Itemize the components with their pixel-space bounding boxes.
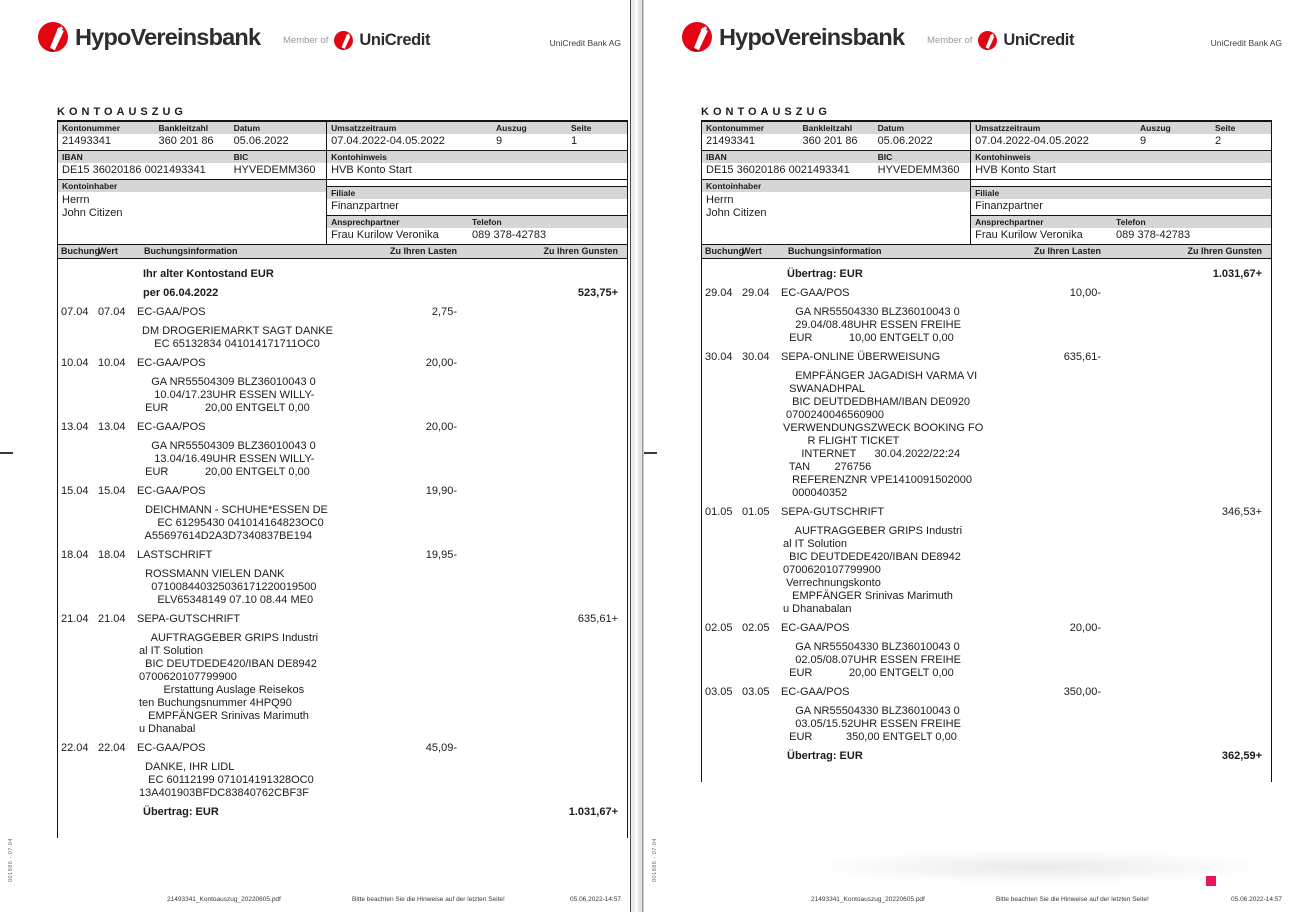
- txn-lasten-amount: 19,95-: [425, 549, 457, 561]
- label-bankleitzahl: Bankleitzahl: [158, 123, 209, 133]
- holder-salutation: Herrn: [62, 194, 90, 206]
- value-datum: 05.06.2022: [877, 135, 933, 147]
- value-kontohinweis: HVB Konto Start: [975, 164, 1056, 176]
- txn-detail-line: SWANADHPAL: [783, 383, 865, 395]
- footer-datetime: 05.06.2022-14:57: [570, 896, 621, 903]
- value-auszug: 9: [496, 135, 503, 147]
- footer-notice: Bitte beachten Sie die Hinweise auf der letzten Seite!: [352, 896, 505, 903]
- hypovereinsbank-logo: [38, 22, 260, 52]
- balance-buchung: [58, 806, 95, 819]
- txn-detail-line: 071008440325036171220019500: [139, 581, 317, 593]
- label-auszug: Auszug: [496, 123, 527, 133]
- transaction: [702, 686, 1271, 744]
- txn-wert-date: 29.04: [742, 287, 770, 299]
- value-iban: DE15 36020186 0021493341: [62, 164, 206, 176]
- txn-detail-line: al IT Solution: [139, 645, 204, 657]
- transaction-details: [702, 641, 1271, 680]
- txn-detail-line: INTERNET 30.04.2022/22:24: [783, 448, 961, 460]
- account-meta-table: [701, 120, 1272, 245]
- print-control-code: 001886 - 07.04: [8, 837, 14, 882]
- txn-lasten-amount: 2,75-: [431, 306, 457, 318]
- txn-lasten-amount: 19,90-: [425, 485, 457, 497]
- bank-name: HypoVereinsbank: [75, 23, 261, 50]
- account-holder: [58, 192, 326, 244]
- transaction: [58, 742, 627, 800]
- txn-type: LASTSCHRIFT: [137, 549, 213, 561]
- txn-buchung-date: 02.05: [705, 622, 733, 634]
- balance-row: [58, 287, 627, 300]
- txn-detail-line: EMPFÄNGER Srinivas Marimuth: [139, 710, 309, 722]
- transaction-head: [702, 506, 1271, 519]
- label-datum: Datum: [877, 123, 905, 133]
- transaction-head: [702, 622, 1271, 635]
- value-umsatzzeitraum: 07.04.2022-04.05.2022: [331, 135, 445, 147]
- txn-gunsten-amount: 635,61+: [577, 613, 618, 625]
- label-filiale: Filiale: [331, 188, 356, 198]
- label-telefon: Telefon: [472, 217, 502, 227]
- holder-name: John Citizen: [706, 207, 767, 219]
- txn-buchung-date: 07.04: [61, 306, 89, 318]
- value-seite: 1: [571, 135, 578, 147]
- label-kontoinhaber: Kontoinhaber: [706, 181, 762, 191]
- label-ansprechpartner: Ansprechpartner: [975, 217, 1044, 227]
- value-telefon: 089 378-42783: [472, 229, 547, 241]
- txn-detail-line: AUFTRAGGEBER GRIPS Industri: [783, 525, 963, 537]
- label-iban: IBAN: [706, 152, 727, 162]
- transaction-head: [702, 686, 1271, 699]
- value-datum: 05.06.2022: [233, 135, 289, 147]
- txn-type: EC-GAA/POS: [781, 287, 850, 299]
- txn-detail-line: BIC DEUTDEDBHAM/IBAN DE0920: [783, 396, 971, 408]
- statement-content: [57, 106, 628, 838]
- txn-buchung-date: 18.04: [61, 549, 89, 561]
- label-bic: BIC: [877, 152, 893, 162]
- page-gap: [630, 0, 644, 912]
- balance-label: per 06.04.2022: [143, 287, 219, 299]
- page-footer: [644, 896, 1291, 906]
- transaction-rows: [701, 259, 1272, 782]
- txn-gunsten-amount: [1101, 622, 1273, 635]
- txn-lasten-amount: 635,61-: [1063, 351, 1101, 363]
- value-filiale: Finanzpartner: [331, 200, 399, 212]
- transaction-head: [58, 357, 627, 370]
- txn-detail-line: 13.04/16.49UHR ESSEN WILLY-: [139, 453, 315, 465]
- transaction: [58, 485, 627, 543]
- txn-gunsten-amount: 346,53+: [1221, 506, 1262, 518]
- value-bankleitzahl: 360 201 86: [158, 135, 214, 147]
- txn-gunsten-amount: [457, 549, 629, 562]
- txn-type: EC-GAA/POS: [781, 622, 850, 634]
- txn-wert-date: 15.04: [98, 485, 126, 497]
- hvb-ball-icon: [682, 22, 712, 52]
- txn-lasten-amount: [369, 613, 457, 626]
- balance-lasten-amount: [369, 806, 457, 819]
- value-filiale: Finanzpartner: [975, 200, 1043, 212]
- txn-detail-line: GA NR55504330 BLZ36010043 0: [783, 705, 960, 717]
- holder-salutation: Herrn: [706, 194, 734, 206]
- value-ansprechpartner: Frau Kurilow Veronika: [975, 229, 1083, 241]
- txn-gunsten-amount: [1101, 287, 1273, 300]
- txn-detail-line: Erstattung Auslage Reisekos: [139, 684, 305, 696]
- hypovereinsbank-logo: [682, 22, 904, 52]
- transaction-details: [702, 705, 1271, 744]
- txn-detail-line: 29.04/08.48UHR ESSEN FREIHE: [783, 319, 961, 331]
- footer-filename: 21493341_Kontoauszug_20220605.pdf: [811, 896, 925, 903]
- txn-detail-line: u Dhanabalan: [783, 603, 852, 615]
- footer-filename: 21493341_Kontoauszug_20220605.pdf: [167, 896, 281, 903]
- balance-buchung: [58, 268, 95, 281]
- transaction-rows: [57, 259, 628, 838]
- balance-label: Übertrag: EUR: [787, 268, 863, 280]
- value-auszug: 9: [1140, 135, 1147, 147]
- balance-label: Übertrag: EUR: [787, 750, 863, 762]
- txn-wert-date: 30.04: [742, 351, 770, 363]
- bank-ag-label: UniCredit Bank AG: [1210, 38, 1282, 48]
- fold-mark: [0, 452, 13, 454]
- balance-lasten-amount: [1013, 268, 1101, 281]
- holder-name: John Citizen: [62, 207, 123, 219]
- transaction-details: [58, 376, 627, 415]
- meta-left-column: [702, 122, 970, 244]
- value-kontonummer: 21493341: [62, 135, 111, 147]
- col-zu-ihren-gunsten: Zu Ihren Gunsten: [1187, 246, 1262, 256]
- label-bic: BIC: [233, 152, 249, 162]
- account-holder: [702, 192, 970, 244]
- col-buchungsinformation: Buchungsinformation: [144, 246, 238, 256]
- label-seite: Seite: [571, 123, 592, 133]
- txn-detail-line: EMPFÄNGER JAGADISH VARMA VI: [783, 370, 978, 382]
- txn-lasten-amount: 20,00-: [425, 421, 457, 433]
- txn-lasten-amount: [1013, 506, 1101, 519]
- col-buchung: Buchung: [705, 246, 744, 256]
- txn-wert-date: 21.04: [98, 613, 126, 625]
- col-wert: Wert: [742, 246, 762, 256]
- balance-wert: [95, 268, 137, 281]
- txn-detail-line: Verrechnungskonto: [783, 577, 881, 589]
- footer-datetime: 05.06.2022-14:57: [1231, 896, 1282, 903]
- value-kontohinweis: HVB Konto Start: [331, 164, 412, 176]
- label-iban: IBAN: [62, 152, 83, 162]
- value-iban: DE15 36020186 0021493341: [706, 164, 850, 176]
- balance-wert: [95, 806, 137, 819]
- label-kontonummer: Kontonummer: [62, 123, 121, 133]
- label-seite: Seite: [1215, 123, 1236, 133]
- txn-detail-line: ELV65348149 07.10 08.44 ME0: [139, 594, 314, 606]
- balance-buchung: [702, 268, 739, 281]
- transaction: [702, 351, 1271, 500]
- txn-detail-line: GA NR55504309 BLZ36010043 0: [139, 440, 316, 452]
- balance-wert: [739, 268, 781, 281]
- txn-gunsten-amount: [457, 485, 629, 498]
- txn-detail-line: 0700620107799900: [139, 671, 237, 683]
- value-bankleitzahl: 360 201 86: [802, 135, 858, 147]
- txn-detail-line: 10.04/17.23UHR ESSEN WILLY-: [139, 389, 315, 401]
- balance-lasten-amount: [369, 268, 457, 281]
- transaction-head: [58, 613, 627, 626]
- txn-lasten-amount: 10,00-: [1069, 287, 1101, 299]
- balance-row: [58, 806, 627, 819]
- highlight-marker: [1206, 876, 1216, 886]
- meta-right-column: [326, 122, 627, 244]
- col-buchung: Buchung: [61, 246, 100, 256]
- fold-mark: [644, 452, 657, 454]
- balance-wert: [739, 750, 781, 763]
- balance-buchung: [702, 750, 739, 763]
- txn-lasten-amount: 350,00-: [1063, 686, 1101, 698]
- statement-content: [701, 106, 1272, 782]
- balance-gunsten-amount: 523,75+: [577, 287, 618, 299]
- txn-type: EC-GAA/POS: [781, 686, 850, 698]
- balance-buchung: [58, 287, 95, 300]
- transaction: [58, 549, 627, 607]
- txn-gunsten-amount: [457, 742, 629, 755]
- transaction: [702, 506, 1271, 616]
- label-kontohinweis: Kontohinweis: [975, 152, 1031, 162]
- balance-label: Ihr alter Kontostand EUR: [143, 268, 274, 280]
- txn-lasten-amount: 20,00-: [425, 357, 457, 369]
- col-buchungsinformation: Buchungsinformation: [788, 246, 882, 256]
- balance-gunsten-amount: [457, 268, 629, 281]
- txn-detail-line: REFERENZNR VPE1410091502000: [783, 474, 972, 486]
- transaction: [702, 622, 1271, 680]
- transaction-details: [58, 568, 627, 607]
- unicredit-label: UniCredit: [359, 31, 431, 49]
- txn-buchung-date: 21.04: [61, 613, 89, 625]
- transaction-details: [58, 325, 627, 351]
- unicredit-ball-icon: [978, 31, 997, 50]
- txn-lasten-amount: 20,00-: [1069, 622, 1101, 634]
- label-telefon: Telefon: [1116, 217, 1146, 227]
- txn-type: SEPA-ONLINE ÜBERWEISUNG: [781, 351, 941, 363]
- balance-row: [702, 268, 1271, 281]
- label-filiale: Filiale: [975, 188, 1000, 198]
- txn-detail-line: BIC DEUTDEDE420/IBAN DE8942: [139, 658, 317, 670]
- txn-type: SEPA-GUTSCHRIFT: [781, 506, 885, 518]
- txn-detail-line: R FLIGHT TICKET: [783, 435, 900, 447]
- balance-label: Übertrag: EUR: [143, 806, 219, 818]
- txn-gunsten-amount: [1101, 686, 1273, 699]
- balance-gunsten-amount: 362,59+: [1221, 750, 1262, 762]
- transaction-details: [58, 761, 627, 800]
- hvb-ball-icon: [38, 22, 68, 52]
- transaction-details: [58, 632, 627, 736]
- meta-right-column: [970, 122, 1271, 244]
- txn-detail-line: TAN 276756: [783, 461, 872, 473]
- statement-page: [644, 0, 1291, 912]
- scan-smudge: [804, 850, 1274, 884]
- txn-detail-line: al IT Solution: [783, 538, 848, 550]
- txn-detail-line: GA NR55504309 BLZ36010043 0: [139, 376, 316, 388]
- transaction-head: [702, 351, 1271, 364]
- txn-buchung-date: 29.04: [705, 287, 733, 299]
- txn-detail-line: EMPFÄNGER Srinivas Marimuth: [783, 590, 953, 602]
- account-meta-table: [57, 120, 628, 245]
- balance-gunsten-amount: 1.031,67+: [568, 806, 618, 818]
- value-seite: 2: [1215, 135, 1222, 147]
- txn-detail-line: ROSSMANN VIELEN DANK: [139, 568, 285, 580]
- txn-detail-line: 02.05/08.07UHR ESSEN FREIHE: [783, 654, 961, 666]
- txn-detail-line: EUR 20,00 ENTGELT 0,00: [139, 466, 310, 478]
- value-bic: HYVEDEMM360: [877, 164, 960, 176]
- txn-buchung-date: 22.04: [61, 742, 89, 754]
- txn-detail-line: A55697614D2A3D7340837BE194: [139, 530, 313, 542]
- txn-detail-line: DEICHMANN - SCHUHE*ESSEN DE: [139, 504, 328, 516]
- unicredit-ball-icon: [334, 31, 353, 50]
- txn-buchung-date: 01.05: [705, 506, 733, 518]
- txn-wert-date: 10.04: [98, 357, 126, 369]
- transaction-head: [702, 287, 1271, 300]
- col-wert: Wert: [98, 246, 118, 256]
- transaction-details: [702, 525, 1271, 616]
- document-title: KONTOAUSZUG: [701, 106, 831, 118]
- label-umsatzzeitraum: Umsatzzeitraum: [975, 123, 1041, 133]
- txn-gunsten-amount: [457, 357, 629, 370]
- value-telefon: 089 378-42783: [1116, 229, 1191, 241]
- txn-wert-date: 22.04: [98, 742, 126, 754]
- value-kontonummer: 21493341: [706, 135, 755, 147]
- statement-page: [0, 0, 630, 912]
- txn-detail-line: EC 65132834 041014171711OC0: [139, 338, 320, 350]
- txn-lasten-amount: 45,09-: [425, 742, 457, 754]
- txn-detail-line: BIC DEUTDEDE420/IBAN DE8942: [783, 551, 961, 563]
- txn-detail-line: GA NR55504330 BLZ36010043 0: [783, 306, 960, 318]
- label-umsatzzeitraum: Umsatzzeitraum: [331, 123, 397, 133]
- transaction-details: [58, 504, 627, 543]
- txn-type: SEPA-GUTSCHRIFT: [137, 613, 241, 625]
- document-title: KONTOAUSZUG: [57, 106, 187, 118]
- col-zu-ihren-gunsten: Zu Ihren Gunsten: [543, 246, 618, 256]
- member-of-unicredit: [283, 31, 430, 50]
- transaction-head: [58, 549, 627, 562]
- txn-type: EC-GAA/POS: [137, 742, 206, 754]
- txn-buchung-date: 13.04: [61, 421, 89, 433]
- txn-detail-line: EC 60112199 071014191328OC0: [139, 774, 314, 786]
- txn-type: EC-GAA/POS: [137, 421, 206, 433]
- transaction-head: [58, 485, 627, 498]
- label-bankleitzahl: Bankleitzahl: [802, 123, 853, 133]
- value-ansprechpartner: Frau Kurilow Veronika: [331, 229, 439, 241]
- transaction-details: [58, 440, 627, 479]
- label-kontoinhaber: Kontoinhaber: [62, 181, 118, 191]
- member-of-unicredit: [927, 31, 1074, 50]
- balance-row: [58, 268, 627, 281]
- col-zu-ihren-lasten: Zu Ihren Lasten: [1033, 246, 1101, 256]
- value-umsatzzeitraum: 07.04.2022-04.05.2022: [975, 135, 1089, 147]
- unicredit-label: UniCredit: [1003, 31, 1075, 49]
- label-kontonummer: Kontonummer: [706, 123, 765, 133]
- txn-wert-date: 01.05: [742, 506, 770, 518]
- balance-lasten-amount: [369, 287, 457, 300]
- balance-row: [702, 750, 1271, 763]
- txn-detail-line: 0700240046560900: [783, 409, 884, 421]
- txn-detail-line: VERWENDUNGSZWECK BOOKING FO: [783, 422, 984, 434]
- txn-detail-line: EUR 350,00 ENTGELT 0,00: [783, 731, 957, 743]
- page-footer: [0, 896, 630, 906]
- txn-detail-line: DANKE, IHR LIDL: [139, 761, 235, 773]
- txn-detail-line: EC 61295430 041014164823OC0: [139, 517, 324, 529]
- txn-type: EC-GAA/POS: [137, 306, 206, 318]
- txn-buchung-date: 03.05: [705, 686, 733, 698]
- txn-detail-line: 03.05/15.52UHR ESSEN FREIHE: [783, 718, 961, 730]
- transaction-head: [58, 306, 627, 319]
- label-datum: Datum: [233, 123, 261, 133]
- meta-left-column: [58, 122, 326, 244]
- txn-wert-date: 18.04: [98, 549, 126, 561]
- footer-notice: Bitte beachten Sie die Hinweise auf der letzten Seite!: [996, 896, 1149, 903]
- transaction-head: [58, 742, 627, 755]
- txn-detail-line: 0700620107799900: [783, 564, 881, 576]
- txn-detail-line: EUR 10,00 ENTGELT 0,00: [783, 332, 954, 344]
- txn-detail-line: u Dhanabal: [139, 723, 196, 735]
- bank-name: HypoVereinsbank: [719, 23, 905, 50]
- value-bic: HYVEDEMM360: [233, 164, 316, 176]
- member-of-label: Member of: [283, 35, 329, 46]
- print-control-code: 001886 - 07.04: [652, 837, 658, 882]
- transaction: [58, 357, 627, 415]
- col-zu-ihren-lasten: Zu Ihren Lasten: [389, 246, 457, 256]
- transaction-details: [702, 306, 1271, 345]
- transactions-header: [701, 245, 1272, 259]
- txn-gunsten-amount: [1101, 351, 1273, 364]
- balance-gunsten-amount: 1.031,67+: [1212, 268, 1262, 280]
- label-auszug: Auszug: [1140, 123, 1171, 133]
- label-ansprechpartner: Ansprechpartner: [331, 217, 400, 227]
- txn-gunsten-amount: [457, 306, 629, 319]
- txn-detail-line: DM DROGERIEMARKT SAGT DANKE: [139, 325, 333, 337]
- txn-wert-date: 03.05: [742, 686, 770, 698]
- transaction: [58, 306, 627, 351]
- txn-buchung-date: 15.04: [61, 485, 89, 497]
- txn-detail-line: 000040352: [783, 487, 848, 499]
- transaction-details: [702, 370, 1271, 500]
- txn-type: EC-GAA/POS: [137, 485, 206, 497]
- transaction-head: [58, 421, 627, 434]
- transaction: [58, 613, 627, 736]
- txn-wert-date: 13.04: [98, 421, 126, 433]
- txn-wert-date: 07.04: [98, 306, 126, 318]
- txn-detail-line: EUR 20,00 ENTGELT 0,00: [783, 667, 954, 679]
- txn-detail-line: EUR 20,00 ENTGELT 0,00: [139, 402, 310, 414]
- label-kontohinweis: Kontohinweis: [331, 152, 387, 162]
- txn-detail-line: AUFTRAGGEBER GRIPS Industri: [139, 632, 319, 644]
- txn-buchung-date: 30.04: [705, 351, 733, 363]
- balance-wert: [95, 287, 137, 300]
- txn-detail-line: GA NR55504330 BLZ36010043 0: [783, 641, 960, 653]
- member-of-label: Member of: [927, 35, 973, 46]
- txn-detail-line: 13A401903BFDC83840762CBF3F: [139, 787, 310, 799]
- txn-buchung-date: 10.04: [61, 357, 89, 369]
- bank-ag-label: UniCredit Bank AG: [549, 38, 621, 48]
- txn-wert-date: 02.05: [742, 622, 770, 634]
- balance-lasten-amount: [1013, 750, 1101, 763]
- transactions-header: [57, 245, 628, 259]
- txn-type: EC-GAA/POS: [137, 357, 206, 369]
- txn-gunsten-amount: [457, 421, 629, 434]
- txn-detail-line: ten Buchungsnummer 4HPQ90: [139, 697, 292, 709]
- transaction: [58, 421, 627, 479]
- transaction: [702, 287, 1271, 345]
